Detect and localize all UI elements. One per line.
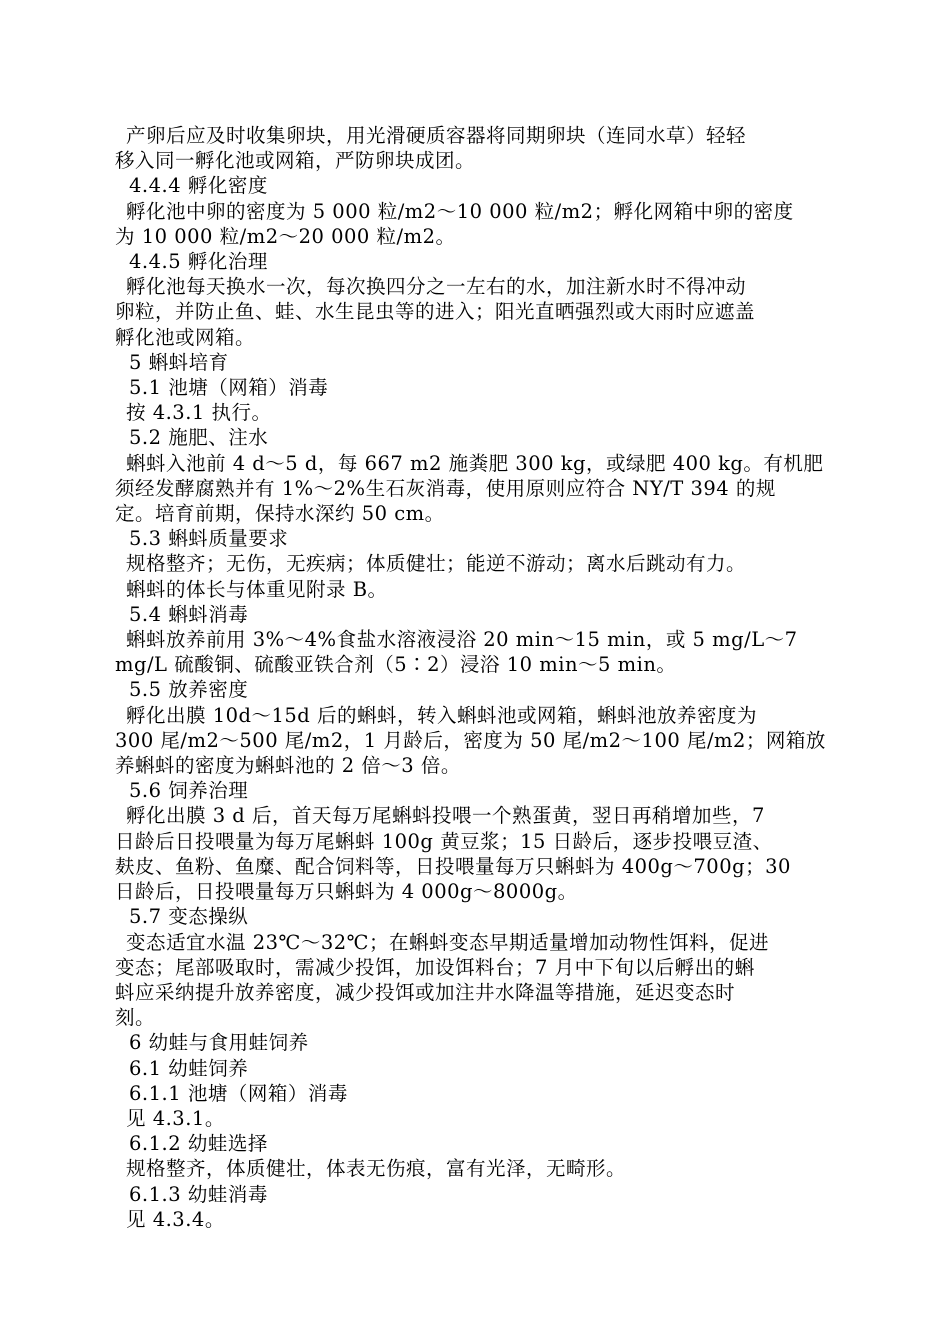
- paragraph-line: 规格整齐；无伤，无疾病；体质健壮；能逆不游动；离水后跳动有力。: [126, 552, 747, 576]
- paragraph-line: 孵化池或网箱。: [115, 325, 256, 349]
- paragraph-line: 刻。: [115, 1006, 156, 1030]
- paragraph-line: 产卵后应及时收集卵块，用光滑硬质容器将同期卵块（连同水草）轻轻: [126, 124, 747, 147]
- paragraph-line: 孵化出膜 3 d 后，首天每万尾蝌蚪投喂一个熟蛋黄，翌日再稍增加些，7: [126, 804, 765, 828]
- section-heading-5-5: 5.5 放养密度: [129, 678, 249, 702]
- paragraph-line: 麸皮、鱼粉、鱼糜、配合饲料等，日投喂量每万只蝌蚪为 400g～700g；30: [115, 854, 791, 878]
- paragraph-line: 变态；尾部吸取时，需减少投饵，加设饵料台；7 月中下旬以后孵出的蝌: [115, 955, 755, 979]
- paragraph-line: 300 尾/m2～500 尾/m2，1 月龄后，密度为 50 尾/m2～100 尾/m2；网箱放: [115, 728, 826, 752]
- section-heading-6-1: 6.1 幼蛙饲养: [129, 1056, 249, 1080]
- paragraph-line: 蚪应采纳提升放养密度，减少投饵或加注井水降温等措施，延迟变态时: [115, 980, 736, 1004]
- section-heading-6-1-2: 6.1.2 幼蛙选择: [129, 1132, 268, 1156]
- section-heading-5-7: 5.7 变态操纵: [129, 905, 249, 929]
- paragraph-line: 定。培育前期，保持水深约 50 cm。: [115, 502, 445, 526]
- paragraph-line: 为 10 000 粒/m2～20 000 粒/m2。: [115, 224, 456, 248]
- paragraph-line: 孵化出膜 10d～15d 后的蝌蚪，转入蝌蚪池或网箱，蝌蚪池放养密度为: [126, 703, 757, 727]
- paragraph-line: 蝌蚪入池前 4 d～5 d，每 667 m2 施粪肥 300 kg，或绿肥 400 kg。有机肥: [126, 451, 824, 475]
- paragraph-line: 卵粒，并防止鱼、蛙、水生昆虫等的进入；阳光直晒强烈或大雨时应遮盖: [115, 300, 756, 324]
- paragraph-line: 见 4.3.4。: [126, 1207, 225, 1231]
- paragraph-line: 养蝌蚪的密度为蝌蚪池的 2 倍～3 倍。: [115, 754, 461, 778]
- paragraph-line: 见 4.3.1。: [126, 1106, 225, 1130]
- section-heading-5-2: 5.2 施肥、注水: [129, 426, 269, 450]
- section-heading-5-1: 5.1 池塘（网箱）消毒: [129, 376, 329, 400]
- paragraph-line: 变态适宜水温 23℃～32℃；在蝌蚪变态早期适量增加动物性饵料，促进: [126, 930, 769, 954]
- paragraph-line: 蝌蚪的体长与体重见附录 B。: [126, 577, 388, 601]
- paragraph-line: 日龄后日投喂量为每万尾蝌蚪 100g 黄豆浆；15 日龄后，逐步投喂豆渣、: [115, 829, 773, 853]
- paragraph-line: mg/L 硫酸铜、硫酸亚铁合剂（5∶2）浸浴 10 min～5 min。: [115, 653, 677, 677]
- paragraph-line: 规格整齐，体质健壮，体表无伤痕，富有光泽，无畸形。: [126, 1157, 627, 1181]
- section-heading-5-3: 5.3 蝌蚪质量要求: [129, 527, 289, 551]
- paragraph-line: 须经发酵腐熟并有 1%～2%生石灰消毒，使用原则应符合 NY/T 394 的规: [115, 476, 776, 500]
- paragraph-line: 日龄后，日投喂量每万只蝌蚪为 4 000g～8000g。: [115, 880, 578, 904]
- paragraph-line: 移入同一孵化池或网箱，严防卵块成团。: [115, 149, 476, 173]
- section-heading-4-4-4: 4.4.4 孵化密度: [129, 174, 268, 198]
- document-body: [115, 123, 835, 1232]
- section-heading-6-1-1: 6.1.1 池塘（网箱）消毒: [129, 1081, 348, 1105]
- section-heading-5-6: 5.6 饲养治理: [129, 779, 249, 803]
- section-heading-5: 5 蝌蚪培育: [129, 350, 229, 374]
- section-heading-6-1-3: 6.1.3 幼蛙消毒: [129, 1182, 268, 1206]
- paragraph-line: 蝌蚪放养前用 3%～4%食盐水溶液浸浴 20 min～15 min，或 5 mg/L～7: [126, 628, 798, 652]
- section-heading-4-4-5: 4.4.5 孵化治理: [129, 250, 268, 274]
- paragraph-line: 孵化池中卵的密度为 5 000 粒/m2～10 000 粒/m2；孵化网箱中卵的密度: [126, 199, 794, 223]
- paragraph-line: 孵化池每天换水一次，每次换四分之一左右的水，加注新水时不得冲动: [126, 275, 747, 299]
- paragraph-line: 按 4.3.1 执行。: [126, 401, 272, 425]
- section-heading-6: 6 幼蛙与食用蛙饲养: [129, 1031, 309, 1055]
- section-heading-5-4: 5.4 蝌蚪消毒: [129, 602, 249, 626]
